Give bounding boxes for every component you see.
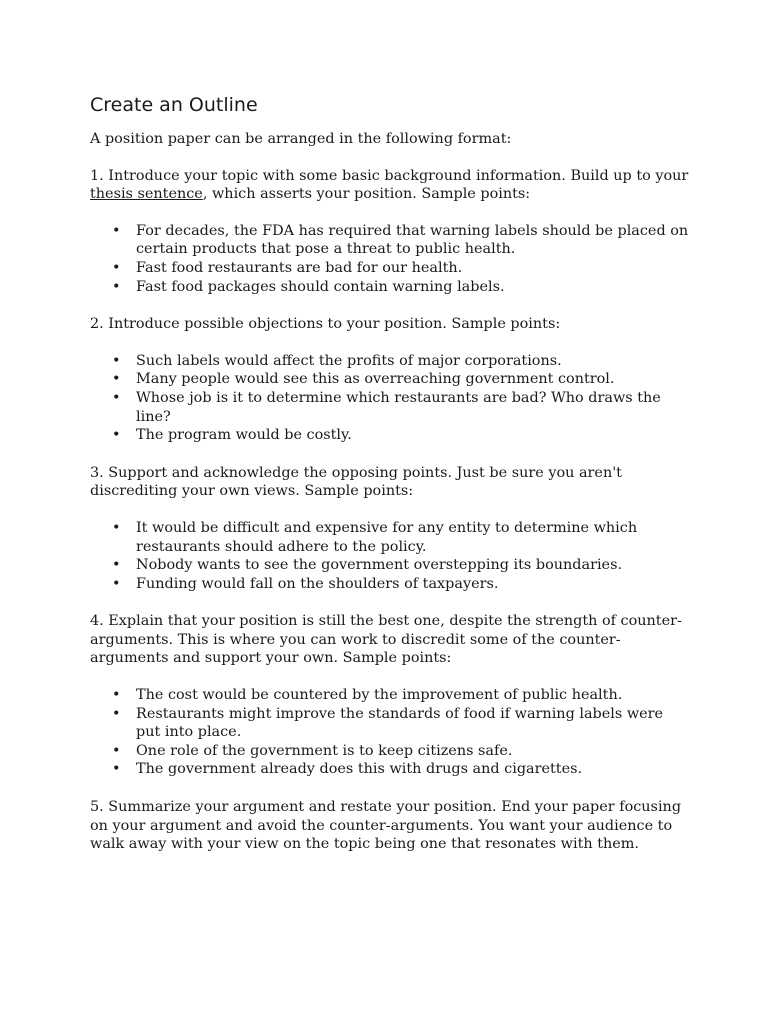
list-item <box>90 556 690 575</box>
list-item-text: Many people would see this as overreaching government control. <box>136 371 615 388</box>
bullet-icon: • <box>112 761 121 778</box>
list-item <box>90 278 690 297</box>
list-item-text: One role of the government is to keep citizens safe. <box>136 742 513 759</box>
bullet-icon: • <box>112 705 121 722</box>
list-item-text: The government already does this with drugs and cigarettes. <box>136 761 583 778</box>
section-2-bullet-list <box>90 352 690 445</box>
list-item-text: Funding would fall on the shoulders of taxpayers. <box>136 575 499 592</box>
bullet-icon: • <box>112 352 121 369</box>
bullet-icon: • <box>112 278 121 295</box>
bullet-icon: • <box>112 427 121 444</box>
section-4-heading: 4. Explain that your position is still the best one, despite the strength of counter-arguments. This is where you can work to discredit some of the counter-arguments and support your own. Sample points: <box>90 613 682 667</box>
document-page <box>90 92 690 872</box>
list-item-text: The program would be costly. <box>136 427 352 444</box>
page-title: Create an Outline <box>90 94 258 116</box>
section-4-bullet-list <box>90 686 690 779</box>
list-item-text: Nobody wants to see the government overstepping its boundaries. <box>136 557 623 574</box>
bullet-icon: • <box>112 519 121 536</box>
bullet-icon: • <box>112 389 121 406</box>
section-5-heading: 5. Summarize your argument and restate your position. End your paper focusing on your argument and avoid the counter-arguments. You want your audience to walk away with your view on the topic being one that resonates with them. <box>90 799 682 853</box>
section-1-heading-post: , which asserts your position. Sample points: <box>202 186 531 203</box>
bullet-icon: • <box>112 371 121 388</box>
bullet-icon: • <box>112 259 121 276</box>
section-3-heading: 3. Support and acknowledge the opposing points. Just be sure you aren't discrediting your own views. Sample points: <box>90 464 622 500</box>
section-1-bullet-list <box>90 222 690 296</box>
list-item-text: Whose job is it to determine which restaurants are bad? Who draws the line? <box>136 389 661 425</box>
section-1-heading-pre: 1. Introduce your topic with some basic background information. Build up to your <box>90 167 689 184</box>
list-item-text: The cost would be countered by the improvement of public health. <box>136 687 623 704</box>
list-item-text: For decades, the FDA has required that warning labels should be placed on certain products that pose a threat to public health. <box>136 222 689 258</box>
intro-text: A position paper can be arranged in the following format: <box>90 131 512 147</box>
list-item-text: It would be difficult and expensive for any entity to determine which restaurants should adhere to the policy. <box>136 519 638 555</box>
list-item <box>90 389 690 426</box>
list-item <box>90 705 690 742</box>
section-2-heading: 2. Introduce possible objections to your position. Sample points: <box>90 316 561 333</box>
list-item <box>90 352 690 371</box>
bullet-icon: • <box>112 222 121 239</box>
bullet-icon: • <box>112 575 121 592</box>
bullet-icon: • <box>112 742 121 759</box>
bullet-icon: • <box>112 557 121 574</box>
list-item-text: Fast food restaurants are bad for our health. <box>136 259 463 276</box>
list-item <box>90 760 690 779</box>
list-item <box>90 370 690 389</box>
section-3-bullet-list <box>90 519 690 593</box>
list-item <box>90 686 690 705</box>
list-item-text: Restaurants might improve the standards of food if warning labels were put into place. <box>136 705 664 741</box>
list-item-text: Such labels would affect the profits of major corporations. <box>136 352 562 369</box>
section-1-heading <box>90 167 690 204</box>
list-item <box>90 575 690 594</box>
list-item-text: Fast food packages should contain warning labels. <box>136 278 505 295</box>
list-item <box>90 742 690 761</box>
thesis-sentence-link: thesis sentence <box>90 186 203 203</box>
list-item <box>90 426 690 445</box>
list-item <box>90 222 690 259</box>
bullet-icon: • <box>112 687 121 704</box>
list-item <box>90 519 690 556</box>
list-item <box>90 259 690 278</box>
